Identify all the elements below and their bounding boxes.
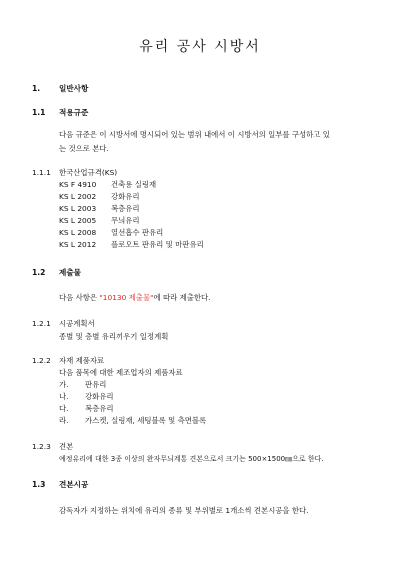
material-mark: 나. (59, 392, 69, 401)
submittal-text-prefix: 다음 사항은 (59, 293, 100, 302)
standard-code: KS L 2008 (59, 228, 97, 237)
subsection-1-2-3-number: 1.2.3 (32, 442, 51, 451)
material-name: 복층유리 (85, 404, 114, 413)
material-name: 가스켓, 실링재, 세팅블록 및 측면블록 (85, 416, 207, 425)
submittal-text-suffix: 에 따라 제출한다. (153, 293, 211, 302)
section-1-2-heading: 제출물 (59, 268, 82, 277)
section-1-3-text: 감독자가 지정하는 위치에 유리의 종류 및 부위별로 1개소씩 견본시공을 한다. (59, 506, 309, 515)
subsection-1-2-3-heading: 견본 (59, 442, 74, 451)
standard-code: KS L 2005 (59, 216, 97, 225)
material-name: 강화유리 (85, 392, 114, 401)
submittal-reference: "10130 제출물" (99, 293, 154, 302)
standard-name: 플로오트 판유리 및 마판유리 (111, 240, 204, 249)
section-1-3-number: 1.3 (32, 480, 46, 489)
standard-name: 건축용 실링재 (111, 180, 157, 189)
section-1-number: 1. (32, 84, 41, 93)
standard-code: KS L 2003 (59, 204, 97, 213)
section-1-2-text (59, 293, 211, 302)
subsection-1-2-2-heading: 자재 제품자료 (59, 356, 105, 365)
standard-name: 강화유리 (111, 192, 140, 201)
section-1-heading: 일반사항 (59, 84, 89, 93)
document-title: 유리 공사 시방서 (139, 39, 261, 55)
material-mark: 다. (59, 404, 69, 413)
standard-code: KS L 2012 (59, 240, 97, 249)
subsection-1-1-1-number: 1.1.1 (32, 168, 51, 177)
subsection-1-2-1-heading: 시공계획서 (59, 319, 95, 328)
standard-name: 무늬유리 (111, 216, 140, 225)
material-mark: 가. (59, 380, 69, 389)
standard-name: 열선흡수 판유리 (111, 228, 164, 237)
subsection-1-2-3-text: 예정유리에 대한 3종 이상의 완자무늬계통 견본으로서 크기는 500×1500㎜으로 한다. (59, 455, 324, 463)
standard-code: KS F 4910 (59, 180, 97, 189)
material-name: 판유리 (85, 380, 107, 389)
standard-name: 복층유리 (111, 204, 140, 213)
subsection-1-1-1-heading: 한국산업규격(KS) (59, 168, 118, 177)
section-1-1-intro-line-2: 는 것으로 본다. (59, 144, 109, 153)
subsection-1-2-2-text: 다음 품목에 대한 제조업자의 제품자료 (59, 368, 183, 377)
section-1-1-heading: 적용규준 (59, 108, 89, 117)
section-1-1-intro-line-1: 다음 규준은 이 시방서에 명시되어 있는 범위 내에서 이 시방서의 일부를 구성하고 있 (59, 130, 330, 139)
subsection-1-2-2-number: 1.2.2 (32, 356, 51, 365)
subsection-1-2-1-number: 1.2.1 (32, 319, 51, 328)
subsection-1-2-1-text: 종별 및 층별 유리끼우기 일정계획 (59, 332, 169, 341)
standard-code: KS L 2002 (59, 192, 97, 201)
section-1-1-number: 1.1 (32, 108, 46, 117)
section-1-2-number: 1.2 (32, 268, 46, 277)
material-mark: 라. (59, 416, 69, 425)
section-1-3-heading: 견본시공 (59, 480, 89, 489)
